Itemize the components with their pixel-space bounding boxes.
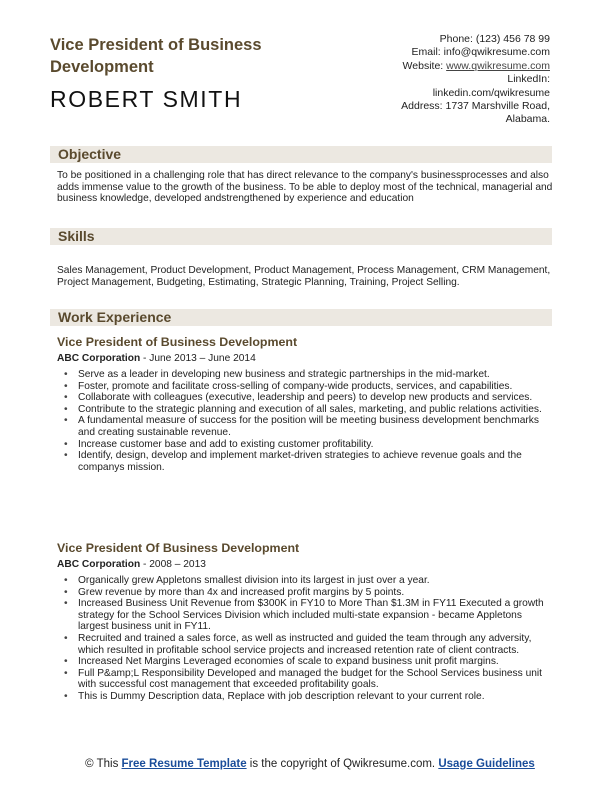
linkedin-label: LinkedIn: (507, 73, 550, 86)
list-item: • Full P&amp;L Responsibility Developed and managed the budget for the School Services business unit with successful cost management that exceeded profitability goals. (57, 668, 553, 691)
list-item: • A fundamental measure of success for the position will be meeting business development benchmarks and creating sustainable revenue. (57, 415, 553, 438)
contact-address (401, 100, 550, 113)
free-resume-template-link[interactable]: Free Resume Template (121, 758, 247, 770)
list-item: • Collaborate with colleagues (executive, leadership and peers) to develop new products and services. (57, 392, 553, 404)
job-1-title: Vice President of Business Development (57, 335, 298, 349)
website-link[interactable]: www.qwikresume.com (446, 59, 550, 72)
address-line1: 1737 Marshville Road, (445, 100, 550, 113)
list-item: • Identify, design, develop and implement market-driven strategies to achieve revenue goals and the companys mission. (57, 450, 553, 473)
phone-label: Phone: (439, 33, 473, 45)
job-1-company: ABC Corporation (57, 353, 141, 364)
resume-title: Vice President of Business Development (50, 36, 262, 76)
footer-copyright (80, 757, 540, 771)
list-item: • Increased Net Margins Leveraged economies of scale to expand business unit profit margins. (57, 656, 553, 668)
job-2-dates: - 2008 – 2013 (140, 559, 206, 570)
objective-text: To be positioned in a challenging role that has direct relevance to the company's businessprocesses and also adds immense value to the growth of the business. To be able to deploy most of the technical, managerial and business knowledge, developed andstrengthened by experience and education (57, 170, 553, 205)
skills-heading: Skills (50, 228, 552, 245)
website-label: Website: (402, 59, 444, 72)
objective-heading: Objective (50, 146, 552, 163)
address-label: Address: (401, 100, 443, 113)
list-item: • Serve as a leader in developing new business and strategic partnerships in the mid-market. (57, 369, 553, 381)
list-item: • Foster, promote and facilitate cross-selling of company-wide products, services, and capabilities. (57, 381, 553, 393)
work-heading: Work Experience (50, 309, 552, 326)
job-1-meta (57, 353, 256, 364)
job-1-dates: - June 2013 – June 2014 (140, 353, 256, 364)
job-2-meta (57, 559, 206, 570)
phone-value: (123) 456 78 99 (475, 33, 550, 45)
contact-block (401, 33, 550, 127)
email-label: Email: (411, 46, 441, 59)
list-item: • Organically grew Appletons smallest division into its largest in just over a year. (57, 575, 553, 587)
usage-guidelines-link[interactable]: Usage Guidelines (438, 758, 535, 770)
job-2-company: ABC Corporation (57, 559, 141, 570)
address-line2: Alabama. (505, 113, 550, 126)
list-item: • Grew revenue by more than 4x and increased profit margins by 5 points. (57, 587, 553, 599)
list-item: • This is Dummy Description data, Replace with job description relevant to your current role. (57, 691, 553, 703)
list-item: • Recruited and trained a sales force, as well as instructed and guided the team through any adversity, which resulted in profitable school service projects and increased retention rate of client contracts. (57, 633, 553, 656)
job-2-bullets (57, 575, 553, 703)
list-item: • Contribute to the strategic planning and execution of all sales, marketing, and public relations activities. (57, 404, 553, 416)
list-item: • Increased Business Unit Revenue from $300K in FY10 to More Than $1.3M in FY11 Executed a growth strategy for the School Services Division which included multi-state expansion - became Appletons largest business unit in FY11. (57, 598, 553, 633)
candidate-name: ROBERT SMITH (50, 86, 243, 112)
job-1-bullets (57, 369, 553, 473)
contact-phone (401, 33, 550, 46)
email-value[interactable]: info@qwikresume.com (443, 46, 550, 59)
job-2-title: Vice President Of Business Development (57, 541, 300, 555)
contact-email (401, 46, 550, 59)
linkedin-value[interactable]: linkedin.com/qwikresume (432, 86, 550, 99)
list-item: • Increase customer base and add to existing customer profitability. (57, 439, 553, 451)
footer-prefix: © This (85, 758, 122, 770)
skills-text: Sales Management, Product Development, Product Management, Process Management, CRM Management, Project Management, Budgeting, Estimating, Strategic Planning, Training, Project Selling. (57, 265, 551, 288)
contact-website (401, 60, 550, 73)
footer-middle: is the copyright of Qwikresume.com. (246, 758, 439, 770)
